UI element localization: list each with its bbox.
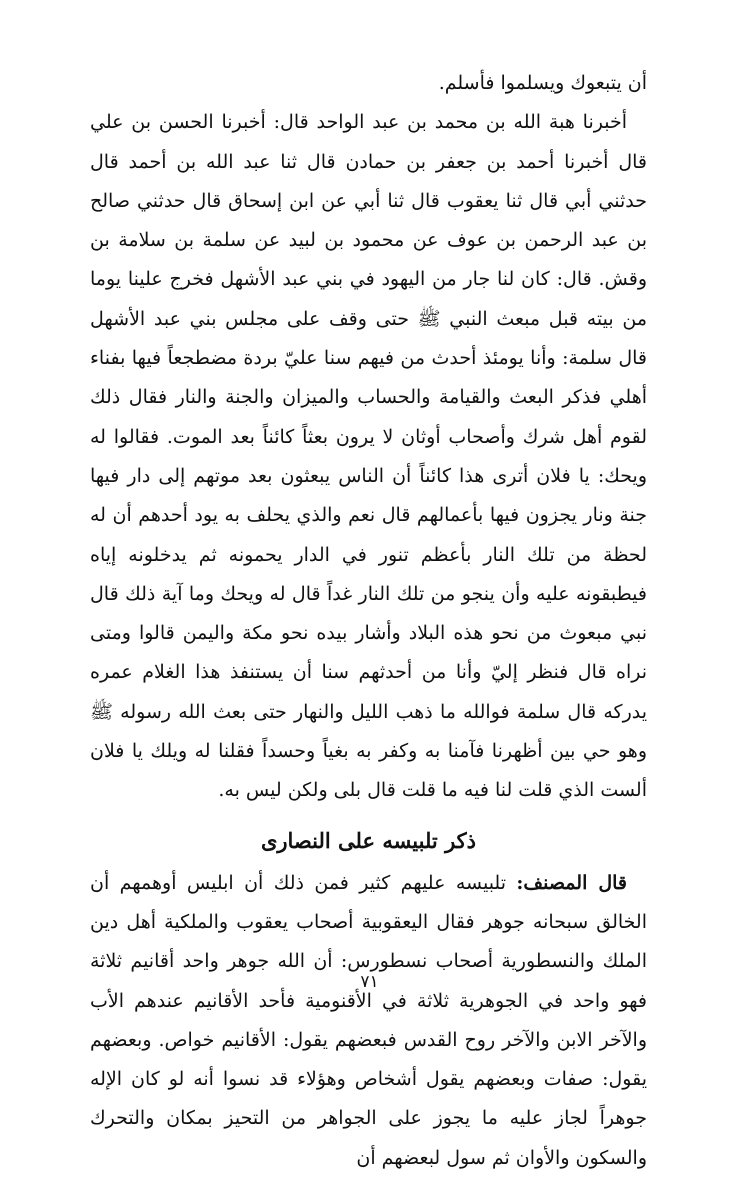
book-page	[90, 64, 647, 1178]
paragraph-closing-line: أن يتبعوك ويسلموا فأسلم.	[438, 72, 647, 94]
author-label: قال المصنف:	[516, 871, 627, 894]
paragraph-narration: أخبرنا هبة الله بن محمد بن عبد الواحد قال: أخبرنا الحسن بن علي قال أخبرنا أحمد بن جعفر بن حمادن قال ثنا عبد الله بن أحمد قال حدثني أبي قال ثنا يعقوب قال ثنا أبي عن ابن إسحاق قال حدثني صالح بن عبد الرحمن بن عوف عن محمود بن لبيد عن سلمة بن سلامة بن وقش. قال: كان لنا جار من اليهود في بني عبد الأشهل فخرج علينا يوما من بيته قبل مبعث النبي ﷺ حتى وقف على مجلس بني عبد الأشهل قال سلمة: وأنا يومئذ أحدث من فيهم سنا عليّ بردة مضطجعاً فيها بفناء أهلي فذكر البعث والقيامة والحساب والميزان والجنة والنار فقال ذلك لقوم أهل شرك وأصحاب أوثان لا يرون بعثاً كائناً بعد الموت. فقالوا له ويحك: يا فلان أترى هذا كائناً أن الناس يبعثون بعد موتهم إلى دار فيها جنة ونار يجزون فيها بأعمالهم قال نعم والذي يحلف به يود أحدهم أن له لحظة من تلك النار بأعظم تنور في الدار يحمونه ثم يدخلونه إياه فيطبقونه عليه وأن ينجو من تلك النار غداً قال له ويحك وما آية ذلك قال نبي مبعوث من نحو هذه البلاد وأشار بيده نحو مكة واليمن قالوا ومتى نراه قال فنظر إليّ وأنا من أحدثهم سنا أن يستنفذ هذا الغلام عمره يدركه قال سلمة فوالله ما ذهب الليل والنهار حتى بعث الله رسوله ﷺ وهو حي بين أظهرنا فآمنا به وكفر به بغياً وحسداً فقلنا له ويلك يا فلان ألست الذي قلت لنا فيه ما قلت قال بلى ولكن ليس به.	[90, 111, 647, 802]
page-number: ٧١	[360, 972, 379, 992]
author-comment-text: تلبيسه عليهم كثير فمن ذلك أن ابليس أوهمهم أن الخالق سبحانه جوهر فقال اليعقوبية أصحاب يعقوب والملكية أهل دين الملك والنسطورية أصحاب نسطورس: أن الله جوهر واحد أقانيم ثلاثة فهو واحد في الجوهرية ثلاثة في الأقنومية فأحد الأقانيم عندهم الأب والآخر الابن والآخر روح القدس فبعضهم يقول: الأقانيم خواص. وبعضهم يقول: صفات وبعضهم يقول أشخاص وهؤلاء قد نسوا أنه لو كان الإله جوهراً لجاز عليه ما يجوز على الجواهر من التحيز بمكان والتحرك والسكون والأوان ثم سول لبعضهم أن	[90, 871, 647, 1169]
section-heading: ذكر تلبيسه على النصارى	[260, 827, 477, 853]
paragraph-author-comment	[90, 864, 647, 1178]
